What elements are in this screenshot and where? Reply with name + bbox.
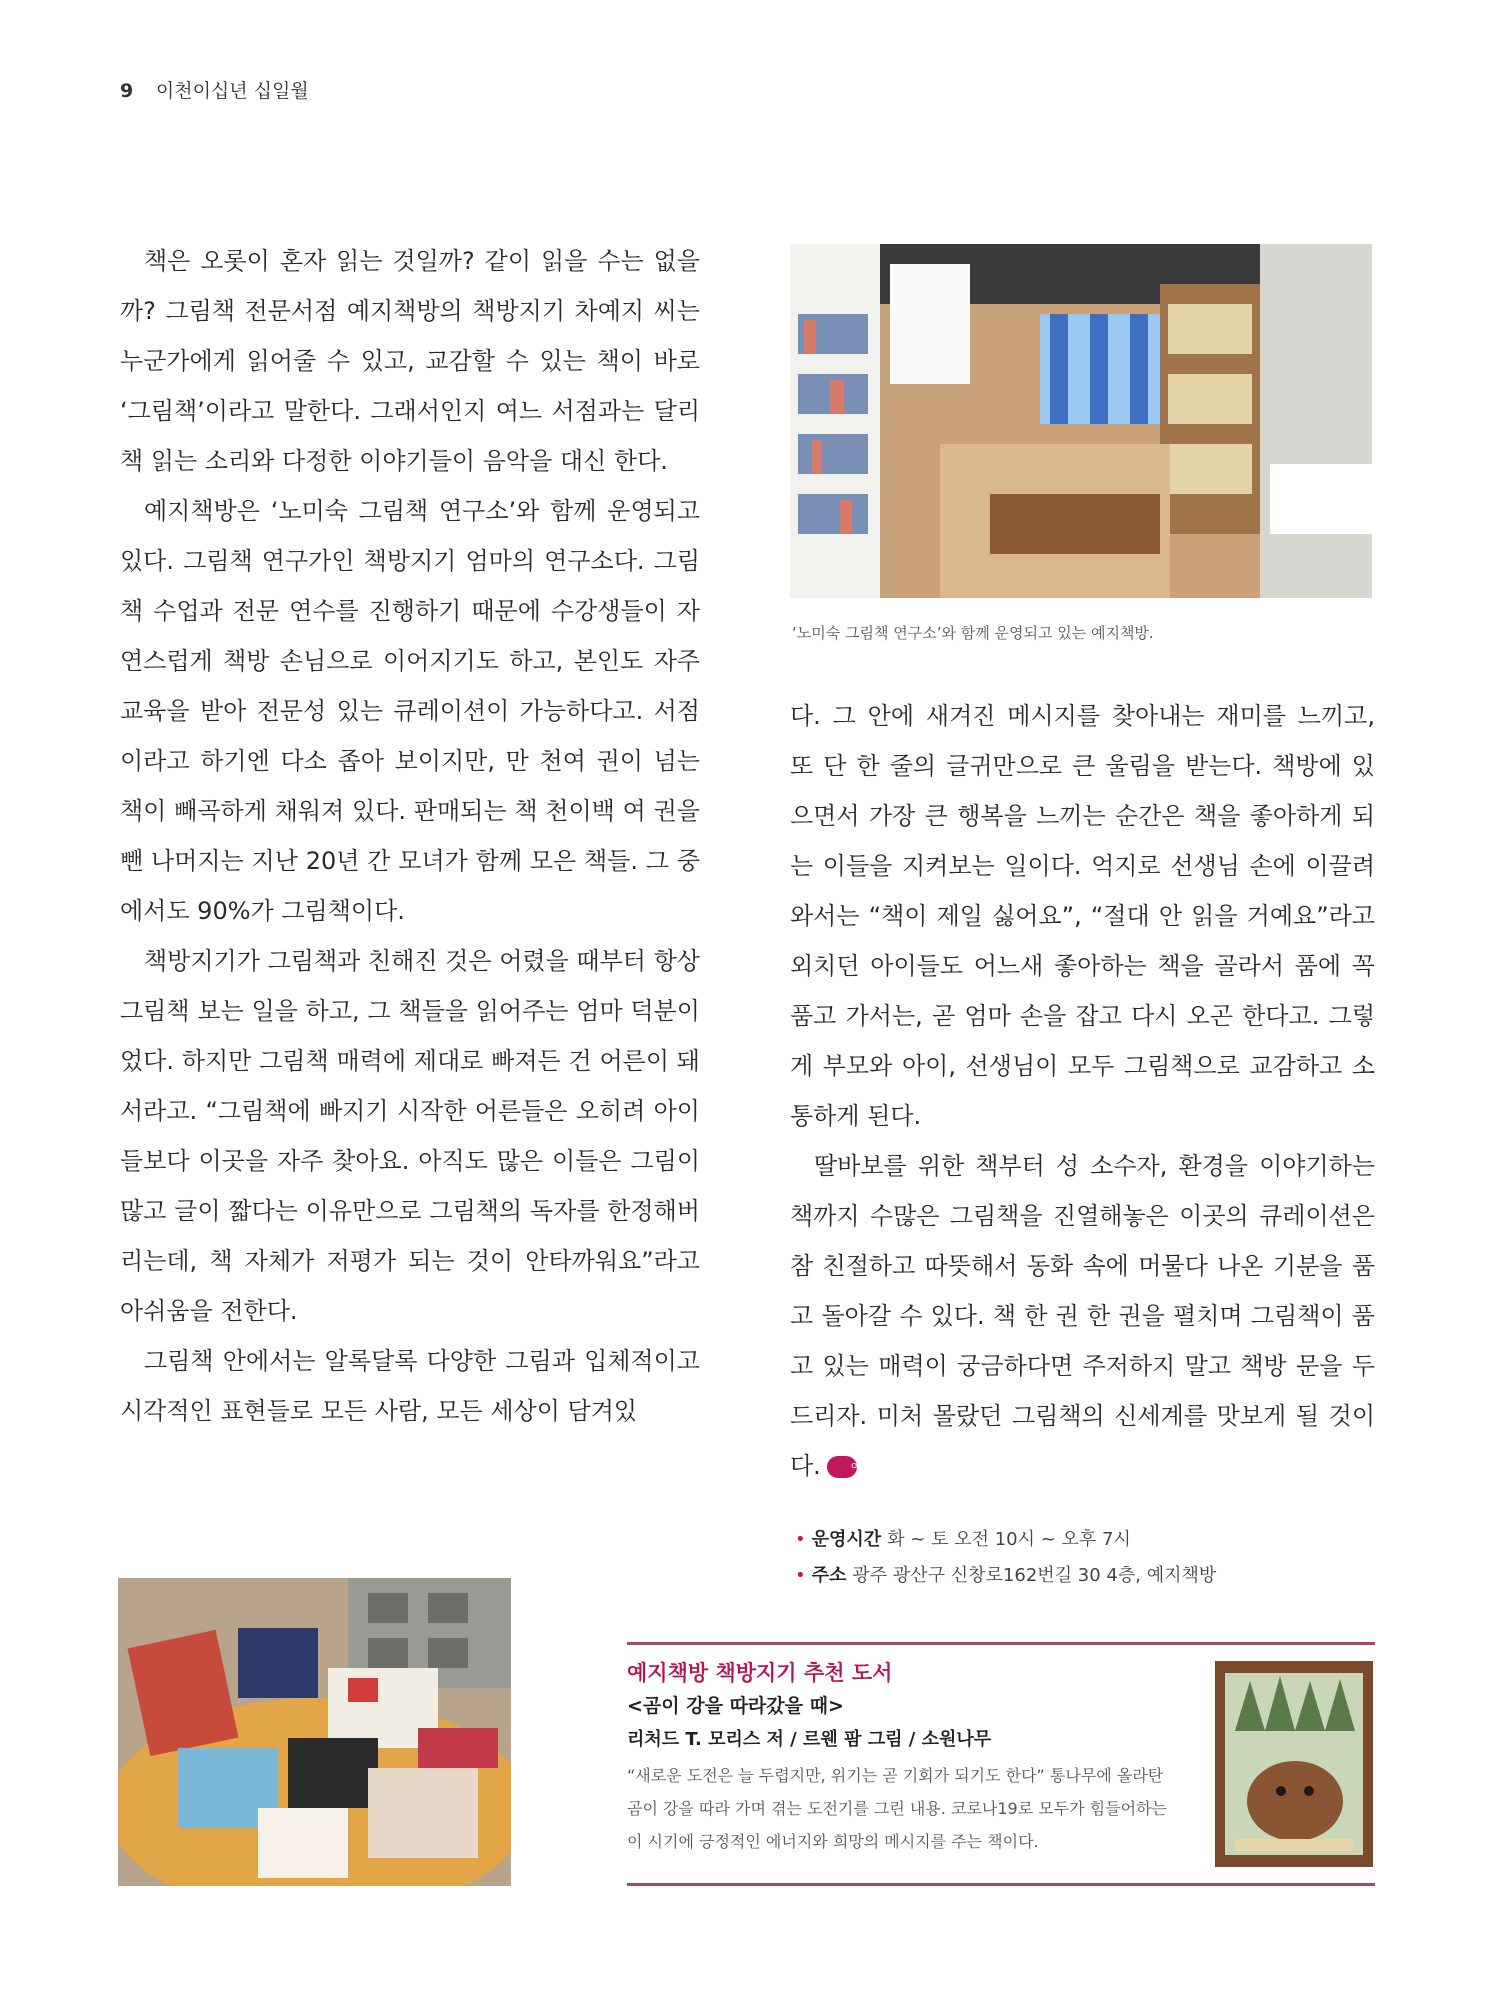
hours-line bbox=[795, 1522, 1216, 1558]
article-paragraph bbox=[790, 1141, 1375, 1496]
issue-title: 이천이십년 십일월 bbox=[155, 80, 309, 102]
book-cover-image bbox=[1215, 1661, 1373, 1867]
book-title: <곰이 강을 따라갔을 때> bbox=[627, 1695, 844, 1717]
article-paragraph: 예지책방은 ‘노미숙 그림책 연구소’와 함께 운영되고 있다. 그림책 연구가인 책방지기 엄마의 연구소다. 그림책 수업과 전문 연수를 진행하기 때문에 수강생들이 자연스럽게 책방 손님으로 이어지기도 하고, 본인도 자주 교육을 받아 전문성 있는 큐레이션이 가능하다고. 서점이라고 하기엔 다소 좁아 보이지만, 만 천여 권이 넘는 책이 빼곡하게 채워져 있다. 판매되는 책 천이백 여 권을 뺀 나머지는 지난 20년 간 모녀가 함께 모은 책들. 그 중에서도 90%가 그림책이다. bbox=[120, 497, 700, 925]
article-left-column bbox=[120, 236, 700, 1436]
address-label: 주소 bbox=[811, 1565, 847, 1586]
store-info bbox=[795, 1522, 1216, 1594]
article-paragraph: 책은 오롯이 혼자 읽는 것일까? 같이 읽을 수는 없을까? 그림책 전문서점 예지책방의 책방지기 차예지 씨는 누군가에게 읽어줄 수 있고, 교감할 수 있는 책이 바로 ‘그림책’이라고 말한다. 그래서인지 여느 서점과는 달리 책 읽는 소리와 다정한 이야기들이 음악을 대신 한다. bbox=[120, 247, 700, 475]
hours-label: 운영시간 bbox=[811, 1529, 882, 1550]
book-description: “새로운 도전은 늘 두렵지만, 위기는 곧 기회가 되기도 한다” 통나무에 올라탄 곰이 강을 따라 가며 겪는 도전기를 그린 내용. 코로나19로 모두가 힘들어하는 이 시기에 긍정적인 에너지와 희망의 메시지를 주는 책이다. bbox=[627, 1766, 1167, 1851]
address-line bbox=[795, 1558, 1216, 1594]
article-right-column bbox=[790, 691, 1375, 1496]
article-paragraph: 그림책 안에서는 알록달록 다양한 그림과 입체적이고 시각적인 표현들로 모든 사람, 모든 세상이 담겨있 bbox=[120, 1347, 700, 1425]
hours-value: 화 ~ 토 오전 10시 ~ 오후 7시 bbox=[887, 1529, 1131, 1550]
end-mark-badge: 예향 bbox=[827, 1456, 857, 1478]
article-paragraph-text: 딸바보를 위한 책부터 성 소수자, 환경을 이야기하는 책까지 수많은 그림책을 진열해놓은 이곳의 큐레이션은 참 친절하고 따뜻해서 동화 속에 머물다 나온 기분을 품고 돌아갈 수 있다. 책 한 권 한 권을 펼치며 그림책이 품고 있는 매력이 궁금하다면 주저하지 말고 책방 문을 두드리자. 미처 몰랐던 그림책의 신세계를 맛보게 될 것이다. bbox=[790, 1152, 1375, 1480]
book-author: 리처드 T. 모리스 저 / 르웬 팜 그림 / 소원나무 bbox=[627, 1729, 992, 1750]
article-paragraph: 다. 그 안에 새겨진 메시지를 찾아내는 재미를 느끼고, 또 단 한 줄의 글귀만으로 큰 울림을 받는다. 책방에 있으면서 가장 큰 행복을 느끼는 순간은 책을 좋아하게 되는 이들을 지켜보는 일이다. 억지로 선생님 손에 이끌려 와서는 “책이 제일 싫어요”, “절대 안 읽을 거예요”라고 외치던 아이들도 어느새 좋아하는 책을 골라서 품에 꼭 품고 가서는, 곧 엄마 손을 잡고 다시 오곤 한다고. 그렇게 부모와 아이, 선생님이 모두 그림책으로 교감하고 소통하게 된다. bbox=[790, 702, 1375, 1130]
recommendation-text bbox=[627, 1657, 1167, 1858]
page-number: 9 bbox=[120, 80, 134, 102]
recommendation-box bbox=[627, 1642, 1375, 1886]
bullet-icon: • bbox=[795, 1565, 806, 1586]
recommendation-title: 예지책방 책방지기 추천 도서 bbox=[627, 1661, 893, 1685]
page-header bbox=[120, 76, 309, 103]
address-value: 광주 광산구 신창로162번길 30 4층, 예지책방 bbox=[852, 1565, 1217, 1586]
bookstore-interior-photo bbox=[790, 244, 1372, 598]
bullet-icon: • bbox=[795, 1529, 806, 1550]
article-paragraph: 책방지기가 그림책과 친해진 것은 어렸을 때부터 항상 그림책 보는 일을 하고, 그 책들을 읽어주는 엄마 덕분이었다. 하지만 그림책 매력에 제대로 빠져든 건 어른이 돼서라고. “그림책에 빠지기 시작한 어른들은 오히려 아이들보다 이곳을 자주 찾아요. 아직도 많은 이들은 그림이 많고 글이 짧다는 이유만으로 그림책의 독자를 한정해버리는데, 책 자체가 저평가 되는 것이 안타까워요”라고 아쉬움을 전한다. bbox=[120, 947, 700, 1325]
photo-caption: ‘노미숙 그림책 연구소’와 함께 운영되고 있는 예지책방. bbox=[792, 624, 1154, 642]
picture-books-photo bbox=[118, 1578, 511, 1886]
